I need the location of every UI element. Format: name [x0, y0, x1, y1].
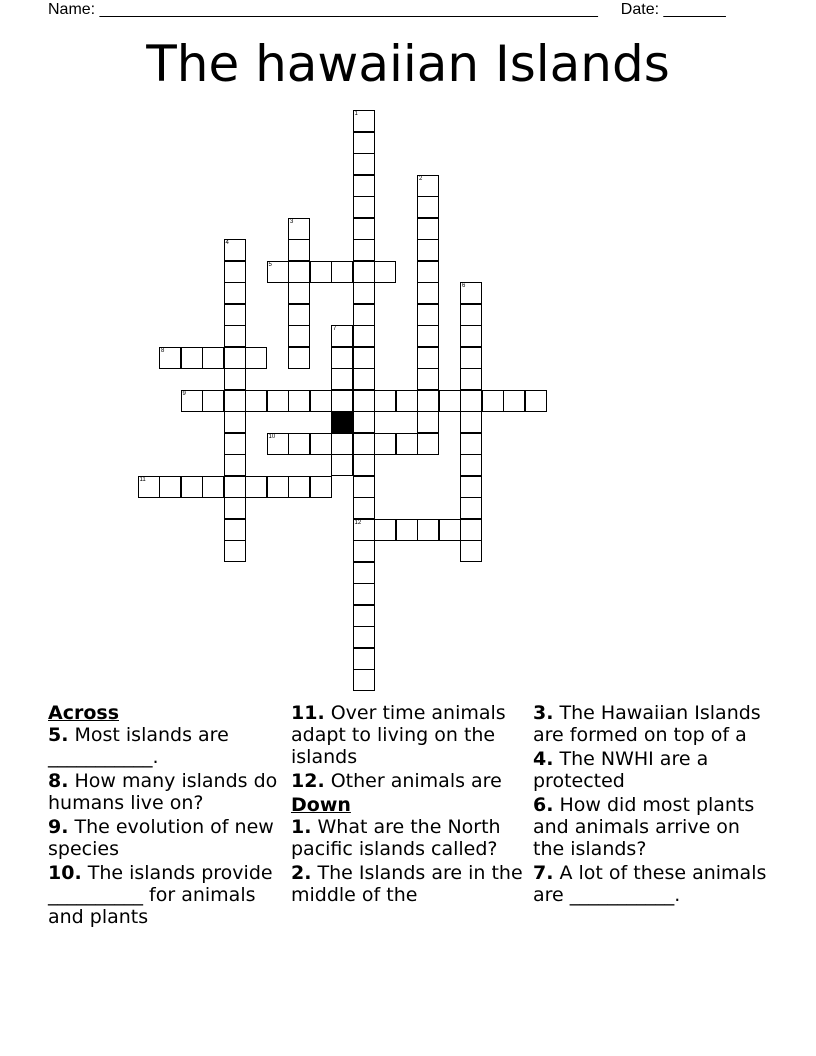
grid-cell[interactable]	[374, 390, 396, 412]
grid-cell[interactable]	[353, 648, 375, 670]
clue-number: 2	[419, 175, 423, 182]
down-clue	[533, 862, 773, 906]
grid-cell[interactable]	[331, 368, 353, 390]
grid-cell[interactable]	[288, 433, 310, 455]
across-clue	[48, 770, 288, 814]
grid-cell[interactable]	[353, 583, 375, 605]
grid-cell[interactable]	[331, 261, 353, 283]
grid-cell[interactable]	[353, 497, 375, 519]
grid-cell[interactable]	[353, 519, 375, 541]
clue-number-label: 3.	[533, 702, 554, 724]
grid-cell[interactable]	[417, 196, 439, 218]
grid-cell[interactable]	[181, 347, 203, 369]
across-heading: Across	[48, 702, 120, 724]
clue-text: What are the North pacific islands called?	[291, 816, 501, 860]
clue-text: How did most plants and animals arrive on the islands?	[533, 794, 755, 860]
clues-column-2	[291, 702, 531, 908]
grid-cell[interactable]	[353, 175, 375, 197]
grid-cell[interactable]	[288, 476, 310, 498]
grid-cell[interactable]	[417, 282, 439, 304]
grid-cell[interactable]	[138, 476, 160, 498]
grid-cell[interactable]	[353, 390, 375, 412]
clue-number-label: 1.	[291, 816, 312, 838]
clue-number: 7	[333, 326, 337, 332]
grid-cell[interactable]	[310, 476, 332, 498]
grid-cell[interactable]	[181, 476, 203, 498]
grid-cell[interactable]	[417, 239, 439, 261]
across-clue-list-continued	[291, 702, 531, 792]
grid-cell[interactable]	[353, 347, 375, 369]
grid-cell[interactable]	[353, 669, 375, 691]
grid-cell[interactable]	[224, 390, 246, 412]
grid-cell[interactable]	[331, 454, 353, 476]
grid-cell[interactable]	[224, 239, 246, 261]
date-field-label[interactable]: Date: _______	[620, 1, 726, 18]
grid-cell[interactable]	[288, 390, 310, 412]
clue-number-label: 11.	[291, 702, 325, 724]
grid-cell[interactable]	[224, 347, 246, 369]
grid-cell[interactable]	[353, 218, 375, 240]
grid-cell[interactable]	[245, 347, 267, 369]
grid-cell[interactable]	[245, 390, 267, 412]
grid-cell[interactable]	[482, 390, 504, 412]
grid-cell[interactable]	[159, 476, 181, 498]
grid-cell[interactable]	[353, 261, 375, 283]
down-clue-list	[291, 816, 531, 906]
grid-cell[interactable]	[417, 433, 439, 455]
grid-cell[interactable]	[331, 347, 353, 369]
name-field-label[interactable]: Name: ________________________________________________________	[48, 1, 598, 18]
grid-cell[interactable]	[267, 433, 289, 455]
clue-text: How many islands do humans live on?	[48, 770, 278, 814]
across-clue	[291, 770, 531, 792]
grid-cell[interactable]	[417, 347, 439, 369]
clue-number-label: 10.	[48, 862, 82, 884]
grid-cell[interactable]	[353, 304, 375, 326]
grid-cell[interactable]	[224, 497, 246, 519]
across-clue	[48, 724, 288, 768]
clue-number-label: 4.	[533, 748, 554, 770]
grid-cell[interactable]	[267, 390, 289, 412]
grid-cell[interactable]	[417, 519, 439, 541]
grid-cell[interactable]	[224, 411, 246, 433]
clue-number-label: 8.	[48, 770, 69, 792]
clue-number-label: 12.	[291, 770, 325, 792]
clue-text: The Islands are in the middle of the	[291, 862, 523, 906]
grid-cell[interactable]	[417, 390, 439, 412]
across-clue-list	[48, 724, 288, 928]
clue-text: The NWHI are a protected	[533, 748, 709, 792]
grid-cell[interactable]	[460, 454, 482, 476]
clue-number-label: 6.	[533, 794, 554, 816]
clue-number: 8	[161, 347, 165, 354]
clue-number: 11	[139, 476, 146, 483]
grid-cell[interactable]	[288, 218, 310, 240]
grid-cell[interactable]	[202, 476, 224, 498]
grid-cell[interactable]	[331, 390, 353, 412]
down-clue	[533, 702, 773, 746]
grid-cell[interactable]	[460, 282, 482, 304]
grid-cell[interactable]	[396, 519, 418, 541]
grid-cell[interactable]	[353, 239, 375, 261]
grid-cell[interactable]	[224, 325, 246, 347]
clue-text: Other animals are	[324, 770, 502, 792]
grid-cell[interactable]	[396, 433, 418, 455]
grid-cell[interactable]	[353, 196, 375, 218]
grid-cell[interactable]	[374, 433, 396, 455]
grid-cell[interactable]	[353, 153, 375, 175]
grid-cell[interactable]	[460, 411, 482, 433]
grid-cell[interactable]	[417, 411, 439, 433]
grid-cell[interactable]	[417, 218, 439, 240]
grid-cell[interactable]	[288, 261, 310, 283]
clue-text: Most islands are ___________.	[48, 724, 229, 768]
puzzle-title: The hawaiian Islands	[146, 35, 670, 93]
grid-cell[interactable]	[224, 261, 246, 283]
clue-number-label: 7.	[533, 862, 554, 884]
clue-number: 5	[268, 261, 272, 268]
grid-cell[interactable]	[224, 540, 246, 562]
grid-cell[interactable]	[267, 476, 289, 498]
grid-cell[interactable]	[353, 605, 375, 627]
grid-cell[interactable]	[267, 261, 289, 283]
down-clue	[291, 862, 531, 906]
grid-cell[interactable]	[224, 304, 246, 326]
grid-cell[interactable]	[310, 261, 332, 283]
grid-cell[interactable]	[224, 433, 246, 455]
grid-cell[interactable]	[460, 540, 482, 562]
grid-cell[interactable]	[353, 110, 375, 132]
clue-text: A lot of these animals are ___________.	[533, 862, 767, 906]
clue-number-label: 5.	[48, 724, 69, 746]
grid-cell[interactable]	[460, 433, 482, 455]
grid-cell[interactable]	[417, 175, 439, 197]
clues-column-1	[48, 702, 288, 930]
grid-cell[interactable]	[224, 368, 246, 390]
grid-cell[interactable]	[224, 519, 246, 541]
grid-cell[interactable]	[353, 368, 375, 390]
grid-cell[interactable]	[310, 390, 332, 412]
grid-cell[interactable]	[374, 261, 396, 283]
down-clue	[533, 794, 773, 860]
clues-column-3	[533, 702, 773, 908]
grid-cell[interactable]	[288, 282, 310, 304]
grid-cell[interactable]	[417, 325, 439, 347]
grid-cell[interactable]	[288, 325, 310, 347]
grid-cell[interactable]	[245, 476, 267, 498]
grid-cell[interactable]	[331, 433, 353, 455]
grid-cell[interactable]	[353, 282, 375, 304]
grid-cell[interactable]	[353, 132, 375, 154]
clue-text: The islands provide __________ for animals and plants	[48, 862, 273, 928]
grid-block-cell	[331, 411, 353, 433]
across-clue	[48, 816, 288, 860]
grid-cell[interactable]	[374, 519, 396, 541]
grid-cell[interactable]	[417, 368, 439, 390]
grid-cell[interactable]	[460, 390, 482, 412]
grid-cell[interactable]	[353, 540, 375, 562]
grid-cell[interactable]	[224, 454, 246, 476]
grid-cell[interactable]	[460, 497, 482, 519]
clue-number: 1	[354, 111, 358, 117]
grid-cell[interactable]	[202, 390, 224, 412]
grid-cell[interactable]	[353, 562, 375, 584]
down-clue	[291, 816, 531, 860]
across-clue	[48, 862, 288, 928]
grid-cell[interactable]	[503, 390, 525, 412]
grid-cell[interactable]	[353, 476, 375, 498]
down-clue	[533, 748, 773, 792]
grid-cell[interactable]	[353, 626, 375, 648]
grid-cell[interactable]	[460, 325, 482, 347]
grid-cell[interactable]	[460, 368, 482, 390]
grid-cell[interactable]	[224, 282, 246, 304]
across-clue	[291, 702, 531, 768]
grid-cell[interactable]	[310, 433, 332, 455]
grid-cell[interactable]	[460, 347, 482, 369]
grid-cell[interactable]	[353, 454, 375, 476]
clue-text: Over time animals adapt to living on the islands	[291, 702, 506, 768]
grid-cell[interactable]	[525, 390, 547, 412]
grid-cell[interactable]	[417, 261, 439, 283]
grid-cell[interactable]	[460, 304, 482, 326]
grid-cell[interactable]	[353, 325, 375, 347]
grid-cell[interactable]	[353, 411, 375, 433]
grid-cell[interactable]	[353, 433, 375, 455]
grid-cell[interactable]	[417, 304, 439, 326]
clue-number: 10	[268, 433, 276, 440]
clue-text: The Hawaiian Islands are formed on top of a	[533, 702, 761, 746]
grid-cell[interactable]	[181, 390, 203, 412]
grid-cell[interactable]	[288, 239, 310, 261]
clue-number: 3	[290, 218, 294, 225]
clue-text: The evolution of new species	[48, 816, 274, 860]
down-clue-list-continued	[533, 702, 773, 906]
grid-cell[interactable]	[439, 390, 461, 412]
grid-cell[interactable]	[460, 519, 482, 541]
grid-cell[interactable]	[288, 347, 310, 369]
clue-number-label: 9.	[48, 816, 69, 838]
clue-number: 12	[354, 519, 362, 526]
grid-cell[interactable]	[159, 347, 181, 369]
clue-number: 6	[462, 283, 466, 289]
grid-cell[interactable]	[202, 347, 224, 369]
grid-cell[interactable]	[396, 390, 418, 412]
grid-cell[interactable]	[331, 325, 353, 347]
down-heading: Down	[291, 794, 351, 816]
clue-number: 9	[182, 390, 186, 397]
grid-cell[interactable]	[439, 519, 461, 541]
clue-number: 4	[225, 240, 229, 246]
clue-number-label: 2.	[291, 862, 312, 884]
grid-cell[interactable]	[224, 476, 246, 498]
grid-cell[interactable]	[288, 304, 310, 326]
grid-cell[interactable]	[460, 476, 482, 498]
